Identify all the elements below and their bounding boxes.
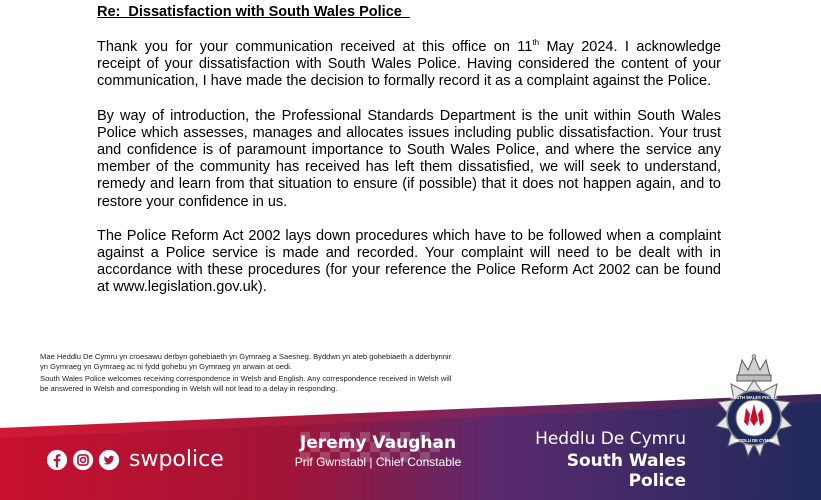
force-name-welsh: Heddlu De Cymru [535,429,686,449]
paragraph-introduction: By way of introduction, the Professional Standards Department is the unit within South Wales Police which assesses, manages and allocates issues including public dissatisfaction. Your trust and confidence is of paramount importance to South Wales Police, and where the service any member of the community has received has left them dissatisfied, we will seek to understand, remedy and learn from that situation to ensure (if possible) that it does not happen again, and to restore your confidence in us. [97,107,721,210]
paragraph-acknowledgement: Thank you for your communication received at this office on 11th May 2024. I acknowledge receipt of your dissatisfaction with South Wales Police. Having considered the content of your communication, I have made the decision to formally record it as a complaint against the Police. [97,38,721,90]
police-crest-icon [700,354,808,486]
letter-body [97,4,721,314]
force-name-english: South Wales Police [566,451,686,491]
facebook-icon[interactable] [46,449,68,471]
crown-icon [737,355,771,382]
chief-constable-name: Jeremy Vaughan [299,433,457,453]
letter-subject: Re: Dissatisfaction with South Wales Police [97,4,410,20]
ordinal-suffix: th [532,38,540,48]
chief-constable-title: Prif Gwnstabl | Chief Constable [294,455,462,469]
english-language-notice: South Wales Police welcomes receiving correspondence in Welsh and English. Any correspondence received in Welsh will be answered in Welsh and corresponding in Welsh will not lead to a delay in responding. [40,374,452,393]
welsh-language-notice: Mae Heddlu De Cymru yn croesawu derbyn gohebiaeth yn Gymraeg a Saesneg. Byddwn yn ateb gohebiaeth a dderbynnir yn Gymraeg yn Gymraeg ac ni fydd gohebu yn Gymraeg yn arwain at oedi. [40,352,452,371]
instagram-icon[interactable] [72,449,94,471]
social-handle: swpolice [129,447,224,472]
twitter-icon[interactable] [98,449,120,471]
paragraph-police-reform-act: The Police Reform Act 2002 lays down procedures which have to be followed when a complaint against a Police service is made and recorded. Your complaint will need to be dealt with in accordance with these procedures (for your reference the Police Reform Act 2002 can be found at www.legislation.gov.uk). [97,227,721,296]
crest-text-top: SOUTH WALES POLICE [730,395,778,400]
crest-text-bottom: HEDDLU DE CYMRU [733,438,775,443]
social-media-links [46,447,224,472]
